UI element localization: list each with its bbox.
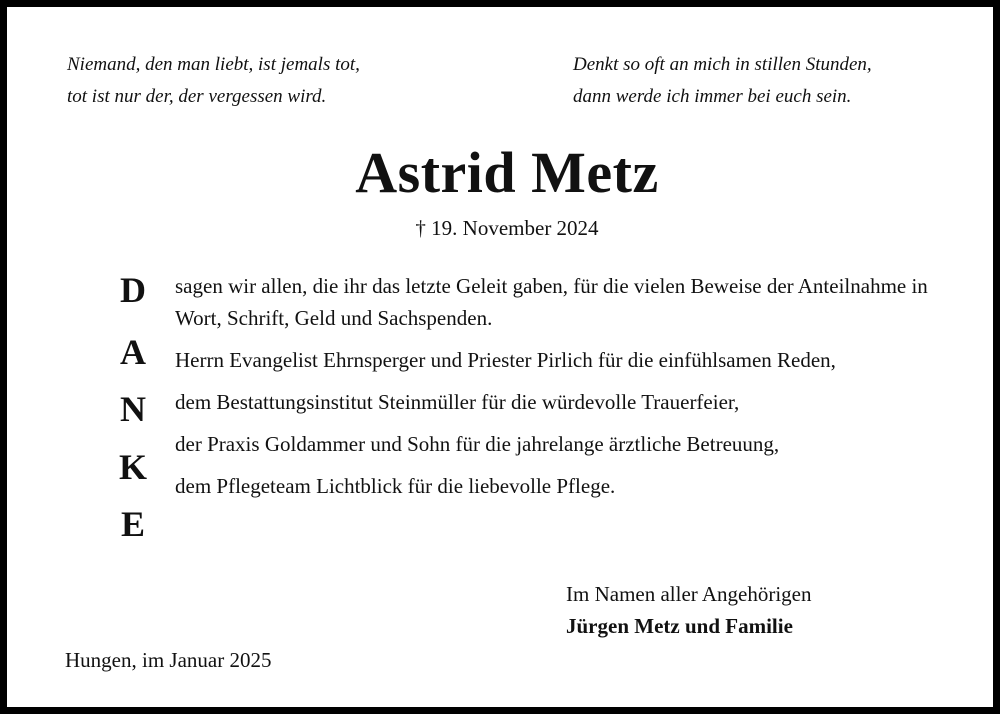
thanks-body <box>175 270 955 512</box>
place-date: Hungen, im Januar 2025 <box>65 648 272 672</box>
quote-right <box>573 49 872 113</box>
quote-left-line-1: Niemand, den man liebt, ist jemals tot, <box>67 54 360 75</box>
quote-right-line-2: dann werde ich immer bei euch sein. <box>573 86 852 107</box>
thanks-paragraph-general: sagen wir allen, die ihr das letzte Geleit gaben, für die vielen Beweise der Anteilnahme in Wort, Schrift, Geld und Sachspenden. <box>175 274 928 330</box>
quote-left-line-2: tot ist nur der, der vergessen wird. <box>67 86 327 107</box>
thanks-paragraph-clergy: Herrn Evangelist Ehrnsperger und Priester Pirlich für die einfühlsamen Reden, <box>175 348 836 372</box>
thanks-paragraph-care-team: dem Pflegeteam Lichtblick für die liebevolle Pflege. <box>175 474 616 498</box>
danke-letter-d: D <box>120 270 146 310</box>
signoff <box>566 578 812 642</box>
signoff-line: Im Namen aller Angehörigen <box>566 582 812 606</box>
deceased-name: Astrid Metz <box>355 140 659 205</box>
danke-letter-e: E <box>120 504 145 544</box>
death-date: † 19. November 2024 <box>415 216 599 240</box>
signoff-family: Jürgen Metz und Familie <box>566 614 793 638</box>
danke-letter-n: N <box>120 389 146 429</box>
quote-left <box>67 49 360 113</box>
thanks-paragraph-medical-practice: der Praxis Goldammer und Sohn für die jahrelange ärztliche Betreuung, <box>175 432 780 456</box>
danke-letter-k: K <box>118 447 147 487</box>
thanks-paragraph-funeral-home: dem Bestattungsinstitut Steinmüller für die würdevolle Trauerfeier, <box>175 390 740 414</box>
quote-right-line-1: Denkt so oft an mich in stillen Stunden, <box>573 54 872 75</box>
danke-letter-a: A <box>120 332 146 372</box>
